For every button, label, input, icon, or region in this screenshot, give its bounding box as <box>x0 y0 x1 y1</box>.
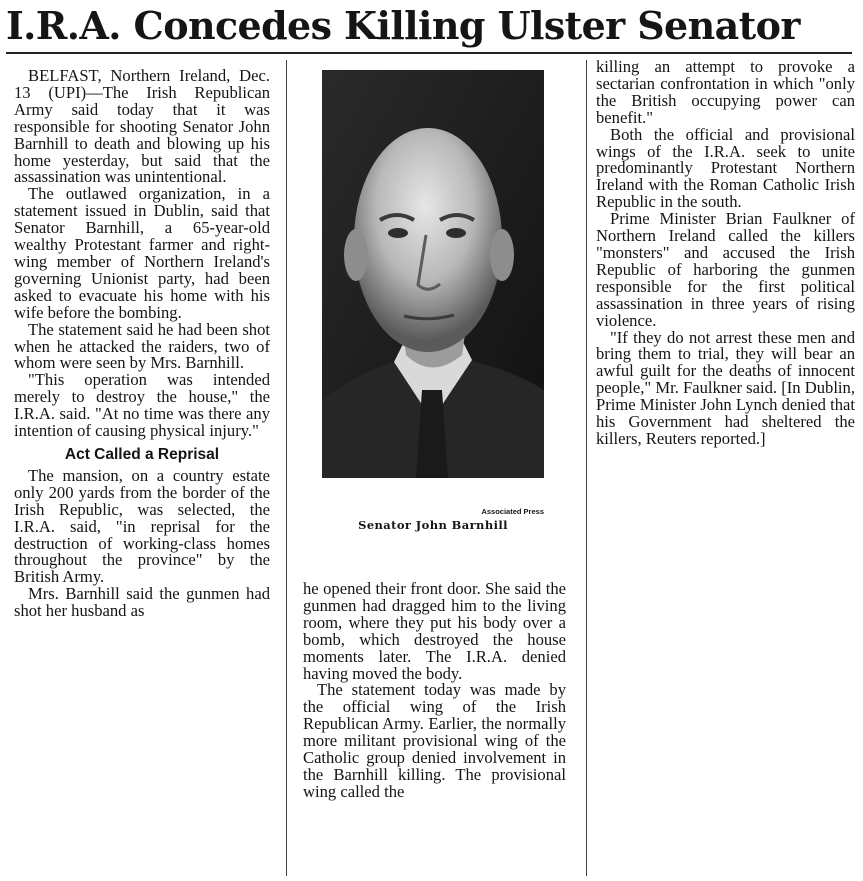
senator-portrait-photo <box>322 70 544 478</box>
paragraph: he opened their front door. She said the gunmen had dragged him to the living room, where they put his body over a bomb, which destroyed the house moments later. The I.R.A. denied having moved the body. <box>303 579 566 683</box>
article-column-3 <box>596 59 855 448</box>
paragraph: Prime Minister Brian Faulkner of Northern Ireland called the killers "monsters" and accused the Irish Republic of harboring the gunmen responsible for the first political assassination in three years of rising violence. <box>596 209 855 330</box>
photo-credit: Associated Press <box>481 507 544 516</box>
paragraph: Both the official and provisional wings of the I.R.A. seek to unite predominantly Protestant Northern Ireland with the Roman Catholic Irish Republic in the south. <box>596 124 855 212</box>
headline: I.R.A. Concedes Killing Ulster Senator <box>6 3 800 48</box>
paragraph: The outlawed organization, in a statement issued in Dublin, said that Senator Barnhill, a 65-year-old wealthy Protestant farmer and right-wing member of Northern Ireland's governing Unionist party, had been asked to evacuate his home with his wife before the bombing. <box>14 184 270 322</box>
article-column-2 <box>303 581 566 801</box>
article-column-1 <box>14 68 270 620</box>
paragraph: BELFAST, Northern Ireland, Dec. 13 (UPI)—The Irish Republican Army said today that it was responsible for shooting Senator John Barnhill to death and blowing up his home yesterday, but said that the assassination was unintentional. <box>14 66 270 187</box>
paragraph: killing an attempt to provoke a sectarian confrontation in which "only the British occupying power can benefit." <box>596 57 855 127</box>
paragraph: "This operation was intended merely to destroy the house," the I.R.A. said. "At no time was there any intention of causing physical injury." <box>14 370 270 441</box>
paragraph: The statement said he had been shot when he attacked the raiders, two of whom were seen by Mrs. Barnhill. <box>14 319 270 373</box>
column-divider <box>286 60 287 876</box>
paragraph: Mrs. Barnhill said the gunmen had shot her husband as <box>14 584 270 621</box>
photo-caption: Senator John Barnhill <box>358 518 508 532</box>
paragraph: The statement today was made by the official wing of the Irish Republican Army. Earlier, the normally more militant provisional wing of the Catholic group denied involvement in the Barnhill killing. The provisional wing called the <box>303 680 566 801</box>
headline-rule <box>6 52 852 54</box>
portrait-image <box>322 70 544 478</box>
subheading: Act Called a Reprisal <box>64 445 220 463</box>
paragraph: "If they do not arrest these men and bring them to trial, they will bear an awful guilt for the deaths of innocent people," Mr. Faulkner said. [In Dublin, Prime Minister John Lynch denied that his Government had sheltered the killers, Reuters reported.] <box>596 327 855 448</box>
paragraph: The mansion, on a country estate only 200 yards from the border of the Irish Republic, was selected, the I.R.A. said, "in reprisal for the destruction of working-class homes throughout the province" by the British Army. <box>14 465 270 587</box>
column-divider <box>586 60 587 876</box>
